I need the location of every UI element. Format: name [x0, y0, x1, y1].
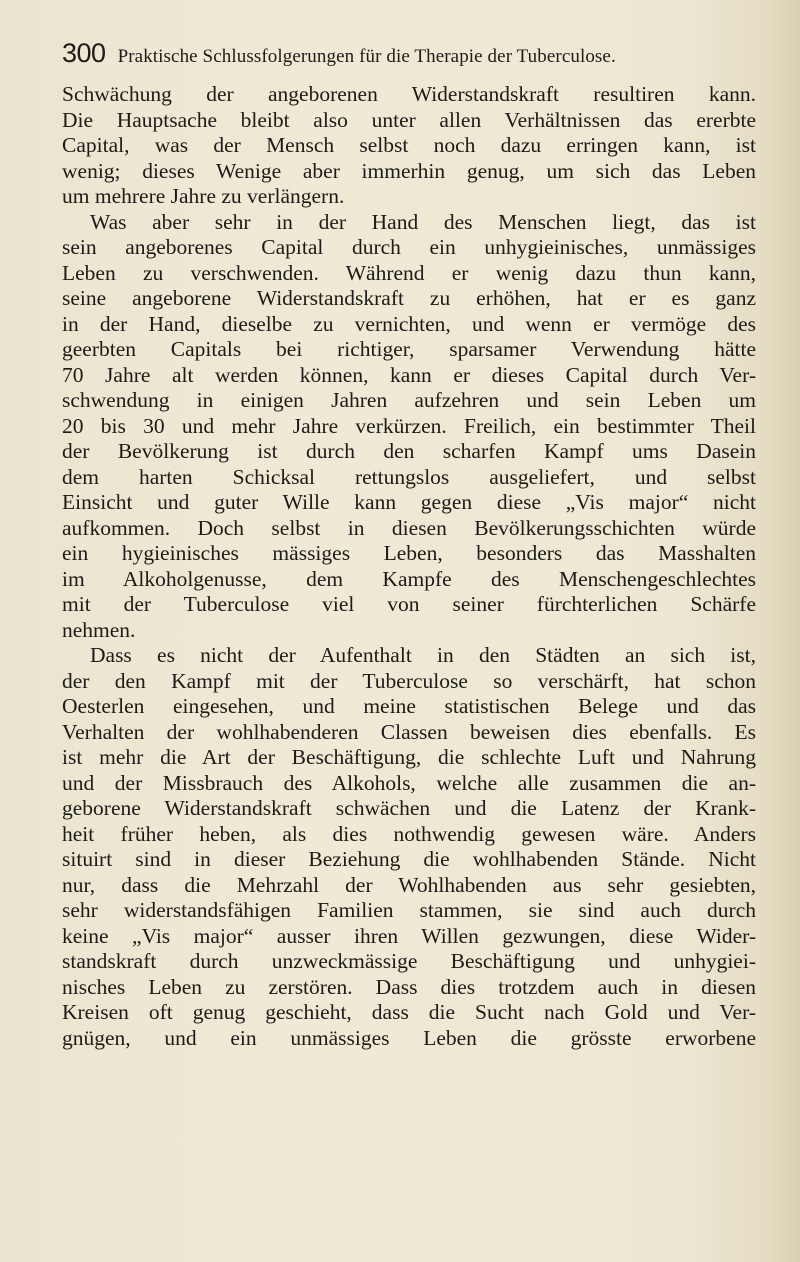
text-line: Was aber sehr in der Hand des Menschen liegt, das ist: [90, 209, 756, 234]
text-line: im Alkoholgenusse, dem Kampfe des Menschengeschlechtes: [62, 566, 756, 591]
text-line: nisches Leben zu zerstören. Dass dies trotzdem auch in diesen: [62, 974, 756, 999]
running-header: [62, 38, 742, 74]
text-line: 70 Jahre alt werden können, kann er dieses Capital durch Ver-: [62, 362, 756, 387]
text-line: keine „Vis major“ ausser ihren Willen gezwungen, diese Wider-: [62, 923, 756, 948]
text-line: Schwächung der angeborenen Widerstandskraft resultiren kann.: [62, 82, 756, 106]
text-line: nehmen.: [62, 617, 136, 642]
text-line: nur, dass die Mehrzahl der Wohlhabenden aus sehr gesiebten,: [62, 872, 756, 897]
text-line: mit der Tuberculose viel von seiner fürchterlichen Schärfe: [62, 592, 756, 616]
text-line: seine angeborene Widerstandskraft zu erhöhen, hat er es ganz: [62, 286, 756, 310]
text-line: wenig; dieses Wenige aber immerhin genug, um sich das Leben: [62, 158, 756, 183]
running-title: Praktische Schlussfolgerungen für die Therapie der Tuberculose.: [117, 46, 616, 67]
text-line: geerbten Capitals bei richtiger, sparsamer Verwendung hätte: [62, 337, 756, 361]
text-line: in der Hand, dieselbe zu vernichten, und wenn er vermöge des: [62, 311, 756, 336]
text-line: Einsicht und guter Wille kann gegen diese „Vis major“ nicht: [62, 490, 756, 514]
text-line: Leben zu verschwenden. Während er wenig dazu thun kann,: [62, 260, 756, 285]
text-line: und der Missbrauch des Alkohols, welche alle zusammen die an-: [62, 770, 756, 795]
text-line: gnügen, und ein unmässiges Leben die grösste erworbene: [62, 1025, 756, 1050]
text-line: Oesterlen eingesehen, und meine statistischen Belege und das: [62, 694, 756, 718]
text-line: ein hygieinisches mässiges Leben, besonders das Masshalten: [62, 541, 756, 565]
text-line: um mehrere Jahre zu verlängern.: [62, 184, 345, 208]
text-line: 20 bis 30 und mehr Jahre verkürzen. Freilich, ein bestimmter Theil: [62, 413, 756, 438]
text-line: der Bevölkerung ist durch den scharfen Kampf ums Dasein: [62, 439, 756, 463]
text-line: standskraft durch unzweckmässige Beschäftigung und unhygiei-: [62, 949, 756, 973]
text-line: Capital, was der Mensch selbst noch dazu erringen kann, ist: [62, 133, 756, 157]
text-line: Verhalten der wohlhabenderen Classen beweisen dies ebenfalls. Es: [62, 719, 756, 744]
text-line: schwendung in einigen Jahren aufzehren und sein Leben um: [62, 388, 756, 412]
text-line: dem harten Schicksal rettungslos ausgeliefert, und selbst: [62, 464, 756, 489]
text-line: Dass es nicht der Aufenthalt in den Städten an sich ist,: [90, 643, 756, 667]
text-line: situirt sind in dieser Beziehung die wohlhabenden Stände. Nicht: [62, 847, 756, 871]
text-line: geborene Widerstandskraft schwächen und die Latenz der Krank-: [62, 796, 756, 820]
text-line: der den Kampf mit der Tuberculose so verschärft, hat schon: [62, 668, 756, 693]
text-line: ist mehr die Art der Beschäftigung, die schlechte Luft und Nahrung: [62, 745, 756, 769]
text-line: Kreisen oft genug geschieht, dass die Sucht nach Gold und Ver-: [62, 1000, 756, 1024]
body-text: [62, 82, 756, 1051]
text-line: sehr widerstandsfähigen Familien stammen, sie sind auch durch: [62, 898, 756, 922]
text-line: aufkommen. Doch selbst in diesen Bevölkerungsschichten würde: [62, 515, 756, 540]
text-line: Die Hauptsache bleibt also unter allen Verhältnissen das ererbte: [62, 107, 756, 132]
text-line: heit früher heben, als dies nothwendig gewesen wäre. Anders: [62, 821, 756, 846]
page-number: 300: [62, 38, 106, 68]
text-line: sein angeborenes Capital durch ein unhygieinisches, unmässiges: [62, 235, 756, 259]
